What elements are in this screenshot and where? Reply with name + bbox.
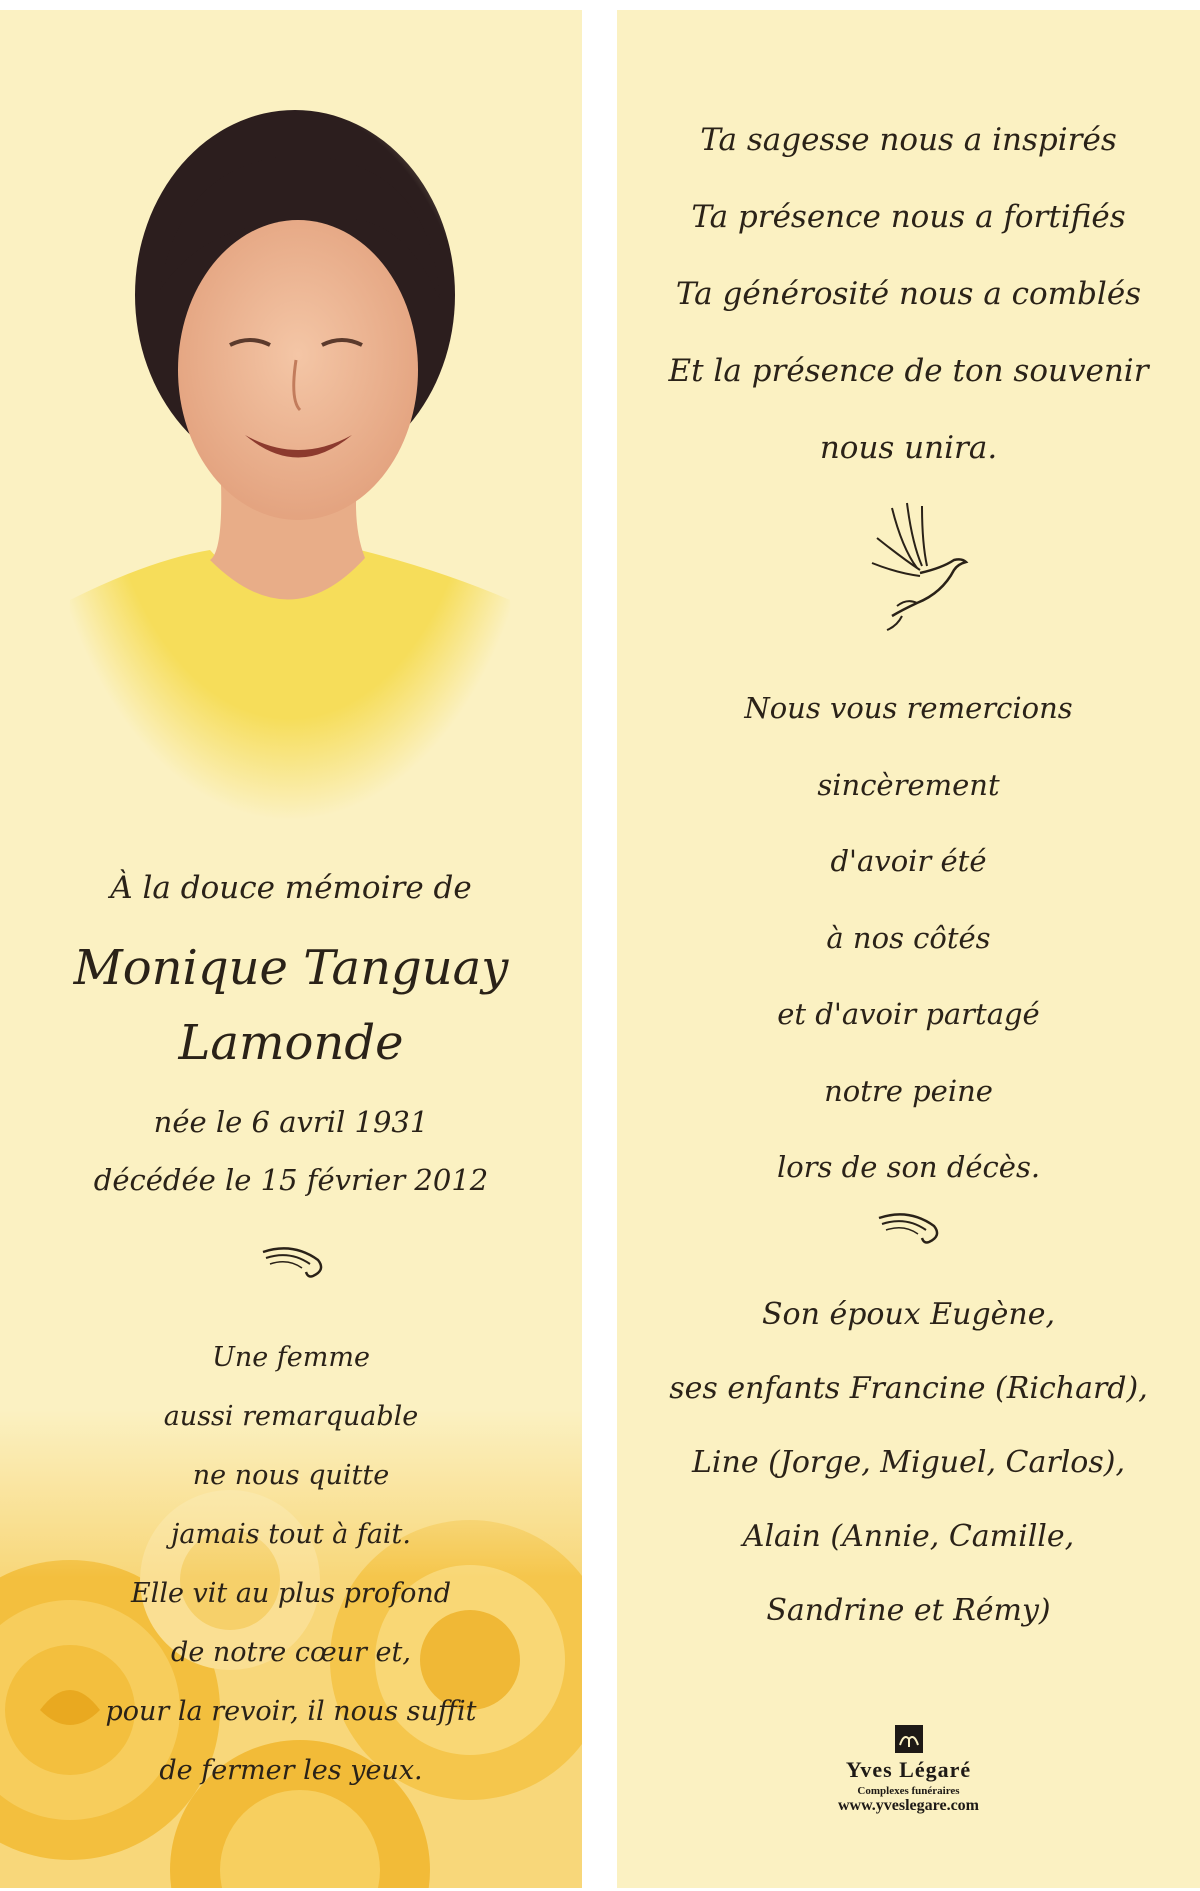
thanks-line: et d'avoir partagé bbox=[777, 997, 1040, 1031]
poem-line: ne nous quitte bbox=[192, 1460, 390, 1491]
dove-icon bbox=[862, 498, 972, 638]
death-date: décédée le 15 février 2012 bbox=[93, 1163, 489, 1197]
memorial-card-back bbox=[617, 10, 1200, 1888]
funeral-home-url[interactable]: www.yveslegare.com bbox=[838, 1797, 979, 1814]
front-poem bbox=[0, 1328, 582, 1800]
portrait-photo bbox=[60, 80, 520, 820]
poem-line: nous unira. bbox=[819, 430, 998, 466]
family-line: Line (Jorge, Miguel, Carlos), bbox=[691, 1445, 1126, 1480]
thanks-line: Nous vous remercions bbox=[744, 691, 1073, 725]
thanks-line: à nos côtés bbox=[826, 920, 991, 955]
thanks-line: d'avoir été bbox=[830, 844, 987, 878]
poem-line: aussi remarquable bbox=[163, 1401, 419, 1432]
thanks-line: lors de son décès. bbox=[776, 1150, 1041, 1184]
poem-line: Ta générosité nous a comblés bbox=[675, 276, 1142, 312]
family-line: ses enfants Francine (Richard), bbox=[669, 1371, 1148, 1406]
funeral-home-name: Yves Légaré bbox=[845, 1757, 972, 1782]
family-signature bbox=[617, 1278, 1200, 1648]
poem-line: Ta présence nous a fortifiés bbox=[691, 199, 1126, 235]
family-line: Alain (Annie, Camille, bbox=[742, 1519, 1075, 1554]
family-line: Sandrine et Rémy) bbox=[766, 1593, 1051, 1628]
poem-line: Elle vit au plus profond bbox=[130, 1578, 452, 1609]
back-poem bbox=[617, 102, 1200, 487]
funeral-home-block bbox=[617, 1725, 1200, 1815]
poem-line: Ta sagesse nous a inspirés bbox=[700, 122, 1117, 158]
thanks-line: notre peine bbox=[824, 1073, 993, 1108]
poem-line: Et la présence de ton souvenir bbox=[668, 353, 1149, 389]
thanks-line: sincèrement bbox=[817, 767, 1000, 802]
poem-line: Une femme bbox=[212, 1342, 370, 1373]
deceased-surname: Lamonde bbox=[178, 1015, 404, 1071]
poem-line: de fermer les yeux. bbox=[159, 1755, 423, 1786]
poem-line: pour la revoir, il nous suffit bbox=[105, 1696, 477, 1727]
birth-date: née le 6 avril 1931 bbox=[153, 1105, 429, 1139]
thanks-message bbox=[617, 670, 1200, 1206]
family-line: Son époux Eugène, bbox=[761, 1297, 1056, 1332]
poem-line: jamais tout à fait. bbox=[170, 1519, 411, 1550]
flourish-icon bbox=[874, 1208, 944, 1248]
memorial-card-front bbox=[0, 10, 582, 1888]
memorial-intro: À la douce mémoire de bbox=[110, 870, 472, 906]
poem-line: de notre cœur et, bbox=[171, 1637, 411, 1668]
funeral-home-subtitle: Complexes funéraires bbox=[857, 1785, 960, 1797]
flourish-icon bbox=[258, 1242, 328, 1282]
funeral-home-logo-icon bbox=[895, 1725, 923, 1753]
deceased-name: Monique Tanguay bbox=[73, 940, 509, 996]
